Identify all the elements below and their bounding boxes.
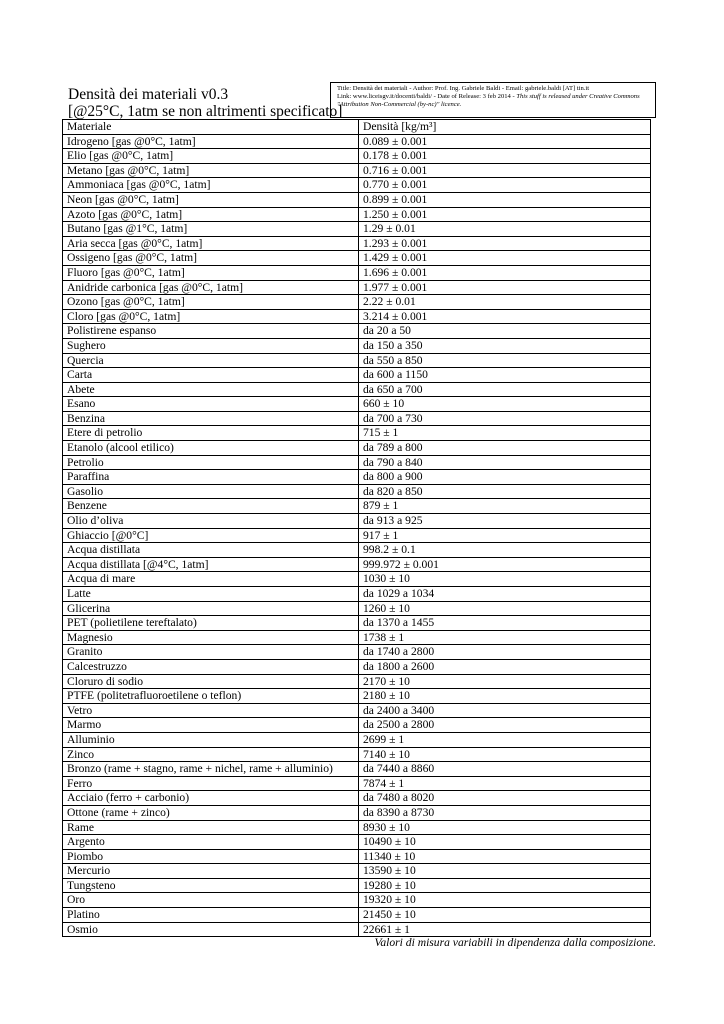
density-cell: 7140 ± 10	[359, 747, 651, 762]
density-cell: da 8390 a 8730	[359, 805, 651, 820]
material-cell: Latte	[63, 587, 359, 602]
table-row	[63, 441, 651, 456]
density-cell: 715 ± 1	[359, 426, 651, 441]
table-row	[63, 455, 651, 470]
table-row	[63, 908, 651, 923]
density-cell: da 650 a 700	[359, 382, 651, 397]
material-cell: Acqua di mare	[63, 572, 359, 587]
density-cell: da 800 a 900	[359, 470, 651, 485]
license-text: This stuff is released under Creative Commons "Attribution Non-Commercial (by-nc)" licence.	[337, 93, 640, 108]
density-cell: 0.178 ± 0.001	[359, 149, 651, 164]
material-cell: Ammoniaca [gas @0°C, 1atm]	[63, 178, 359, 193]
material-cell: Platino	[63, 908, 359, 923]
table-row	[63, 382, 651, 397]
material-cell: Argento	[63, 835, 359, 850]
material-cell: Tungsteno	[63, 878, 359, 893]
density-cell: 1.977 ± 0.001	[359, 280, 651, 295]
material-cell: Gasolio	[63, 484, 359, 499]
material-cell: Ferro	[63, 776, 359, 791]
material-cell: Marmo	[63, 718, 359, 733]
density-cell: 1.696 ± 0.001	[359, 265, 651, 280]
table-row	[63, 864, 651, 879]
density-cell: 998.2 ± 0.1	[359, 543, 651, 558]
table-row	[63, 309, 651, 324]
material-cell: Abete	[63, 382, 359, 397]
table-row	[63, 805, 651, 820]
material-cell: Acqua distillata [@4°C, 1atm]	[63, 557, 359, 572]
material-cell: Idrogeno [gas @0°C, 1atm]	[63, 134, 359, 149]
table-row	[63, 893, 651, 908]
density-cell: 1260 ± 10	[359, 601, 651, 616]
table-row	[63, 236, 651, 251]
density-cell: 999.972 ± 0.001	[359, 557, 651, 572]
material-cell: Oro	[63, 893, 359, 908]
density-cell: 0.770 ± 0.001	[359, 178, 651, 193]
material-cell: Piombo	[63, 849, 359, 864]
material-cell: Rame	[63, 820, 359, 835]
density-cell: da 2500 a 2800	[359, 718, 651, 733]
document-title: Densità dei materiali v0.3	[68, 86, 229, 103]
material-cell: Benzina	[63, 411, 359, 426]
table-row	[63, 776, 651, 791]
table-row	[63, 616, 651, 631]
material-cell: PET (polietilene tereftalato)	[63, 616, 359, 631]
table-row	[63, 411, 651, 426]
density-cell: 22661 ± 1	[359, 922, 651, 937]
material-cell: Quercia	[63, 353, 359, 368]
table-row	[63, 163, 651, 178]
density-cell: da 600 a 1150	[359, 368, 651, 383]
table-row	[63, 718, 651, 733]
density-cell: da 2400 a 3400	[359, 703, 651, 718]
table-row	[63, 572, 651, 587]
material-cell: Petrolio	[63, 455, 359, 470]
material-cell: Ghiaccio [@0°C]	[63, 528, 359, 543]
density-cell: 2170 ± 10	[359, 674, 651, 689]
material-cell: Zinco	[63, 747, 359, 762]
material-cell: Carta	[63, 368, 359, 383]
table-row	[63, 601, 651, 616]
material-cell: Calcestruzzo	[63, 659, 359, 674]
material-cell: Anidride carbonica [gas @0°C, 1atm]	[63, 280, 359, 295]
density-cell: da 820 a 850	[359, 484, 651, 499]
material-cell: Cloruro di sodio	[63, 674, 359, 689]
table-row	[63, 280, 651, 295]
table-row	[63, 820, 651, 835]
footnote: Valori di misura variabili in dipendenza dalla composizione.	[374, 936, 656, 949]
density-cell: da 7440 a 8860	[359, 762, 651, 777]
table-row	[63, 499, 651, 514]
material-cell: Butano [gas @1°C, 1atm]	[63, 222, 359, 237]
table-row	[63, 922, 651, 937]
table-row	[63, 630, 651, 645]
table-row	[63, 849, 651, 864]
density-cell: 1.250 ± 0.001	[359, 207, 651, 222]
density-cell: 19320 ± 10	[359, 893, 651, 908]
density-cell: 11340 ± 10	[359, 849, 651, 864]
density-cell: da 1029 a 1034	[359, 587, 651, 602]
table-row	[63, 528, 651, 543]
table-row	[63, 835, 651, 850]
info-box	[330, 82, 656, 118]
table-row	[63, 484, 651, 499]
material-cell: Etanolo (alcool etilico)	[63, 441, 359, 456]
density-cell: 0.716 ± 0.001	[359, 163, 651, 178]
table-row	[63, 791, 651, 806]
density-cell: 2.22 ± 0.01	[359, 295, 651, 310]
table-row	[63, 295, 651, 310]
material-cell: Ossigeno [gas @0°C, 1atm]	[63, 251, 359, 266]
material-cell: Paraffina	[63, 470, 359, 485]
table-row	[63, 557, 651, 572]
table-row	[63, 251, 651, 266]
material-cell: Polistirene espanso	[63, 324, 359, 339]
density-cell: 10490 ± 10	[359, 835, 651, 850]
density-cell: da 1740 a 2800	[359, 645, 651, 660]
density-cell: da 789 a 800	[359, 441, 651, 456]
table-row	[63, 324, 651, 339]
table-row	[63, 659, 651, 674]
density-cell: 917 ± 1	[359, 528, 651, 543]
header-material: Materiale	[63, 120, 359, 135]
material-cell: Granito	[63, 645, 359, 660]
material-cell: Metano [gas @0°C, 1atm]	[63, 163, 359, 178]
table-row	[63, 149, 651, 164]
table-row	[63, 645, 651, 660]
density-cell: da 1800 a 2600	[359, 659, 651, 674]
material-cell: Esano	[63, 397, 359, 412]
table-row	[63, 134, 651, 149]
table-row	[63, 514, 651, 529]
table-row	[63, 397, 651, 412]
material-cell: PTFE (politetrafluoroetilene o teflon)	[63, 689, 359, 704]
material-cell: Olio d’oliva	[63, 514, 359, 529]
density-cell: da 790 a 840	[359, 455, 651, 470]
material-cell: Mercurio	[63, 864, 359, 879]
density-cell: 660 ± 10	[359, 397, 651, 412]
density-cell: 13590 ± 10	[359, 864, 651, 879]
density-cell: 0.899 ± 0.001	[359, 192, 651, 207]
material-cell: Ozono [gas @0°C, 1atm]	[63, 295, 359, 310]
density-cell: 2699 ± 1	[359, 732, 651, 747]
table-row	[63, 353, 651, 368]
table-row	[63, 762, 651, 777]
material-cell: Aria secca [gas @0°C, 1atm]	[63, 236, 359, 251]
info-line-2	[337, 93, 651, 109]
table-row	[63, 689, 651, 704]
material-cell: Neon [gas @0°C, 1atm]	[63, 192, 359, 207]
table-header-row	[63, 120, 651, 135]
density-cell: 1.429 ± 0.001	[359, 251, 651, 266]
table-row	[63, 732, 651, 747]
density-cell: 7874 ± 1	[359, 776, 651, 791]
table-row	[63, 878, 651, 893]
document-subtitle: [@25°C, 1atm se non altrimenti specificato]	[68, 103, 343, 120]
material-cell: Cloro [gas @0°C, 1atm]	[63, 309, 359, 324]
table-row	[63, 178, 651, 193]
density-cell: 1.293 ± 0.001	[359, 236, 651, 251]
table-row	[63, 222, 651, 237]
material-cell: Alluminio	[63, 732, 359, 747]
material-cell: Bronzo (rame + stagno, rame + nichel, rame + alluminio)	[63, 762, 359, 777]
material-cell: Vetro	[63, 703, 359, 718]
density-cell: da 7480 a 8020	[359, 791, 651, 806]
density-cell: 879 ± 1	[359, 499, 651, 514]
density-cell: 0.089 ± 0.001	[359, 134, 651, 149]
material-cell: Etere di petrolio	[63, 426, 359, 441]
table-row	[63, 265, 651, 280]
material-cell: Acciaio (ferro + carbonio)	[63, 791, 359, 806]
density-cell: da 913 a 925	[359, 514, 651, 529]
table-body	[63, 134, 651, 937]
info-line-1: Title: Densità dei materiali - Author: Prof. Ing. Gabriele Baldi - Email: gabriele.baldi [AT] tin.it	[337, 85, 590, 92]
density-cell: da 150 a 350	[359, 338, 651, 353]
material-cell: Azoto [gas @0°C, 1atm]	[63, 207, 359, 222]
table-row	[63, 470, 651, 485]
density-cell: da 20 a 50	[359, 324, 651, 339]
material-cell: Elio [gas @0°C, 1atm]	[63, 149, 359, 164]
table-row	[63, 587, 651, 602]
material-cell: Ottone (rame + zinco)	[63, 805, 359, 820]
density-cell: 2180 ± 10	[359, 689, 651, 704]
material-cell: Osmio	[63, 922, 359, 937]
material-cell: Acqua distillata	[63, 543, 359, 558]
density-cell: 21450 ± 10	[359, 908, 651, 923]
info-line-2-text: Link: www.liceisgv.it/docenti/baldi/ - Date of Release: 3 feb 2014 -	[337, 93, 517, 100]
material-cell: Magnesio	[63, 630, 359, 645]
density-cell: 3.214 ± 0.001	[359, 309, 651, 324]
material-cell: Fluoro [gas @0°C, 1atm]	[63, 265, 359, 280]
density-table	[62, 119, 651, 937]
density-cell: 1.29 ± 0.01	[359, 222, 651, 237]
density-cell: da 700 a 730	[359, 411, 651, 426]
density-cell: 1738 ± 1	[359, 630, 651, 645]
table-row	[63, 674, 651, 689]
table-row	[63, 338, 651, 353]
table-row	[63, 426, 651, 441]
table-row	[63, 368, 651, 383]
density-cell: da 1370 a 1455	[359, 616, 651, 631]
table-row	[63, 703, 651, 718]
density-cell: 8930 ± 10	[359, 820, 651, 835]
header-density: Densità [kg/m³]	[359, 120, 651, 135]
material-cell: Sughero	[63, 338, 359, 353]
density-cell: 1030 ± 10	[359, 572, 651, 587]
table-row	[63, 543, 651, 558]
density-cell: 19280 ± 10	[359, 878, 651, 893]
density-cell: da 550 a 850	[359, 353, 651, 368]
table-row	[63, 192, 651, 207]
table-row	[63, 207, 651, 222]
table-row	[63, 747, 651, 762]
material-cell: Benzene	[63, 499, 359, 514]
material-cell: Glicerina	[63, 601, 359, 616]
